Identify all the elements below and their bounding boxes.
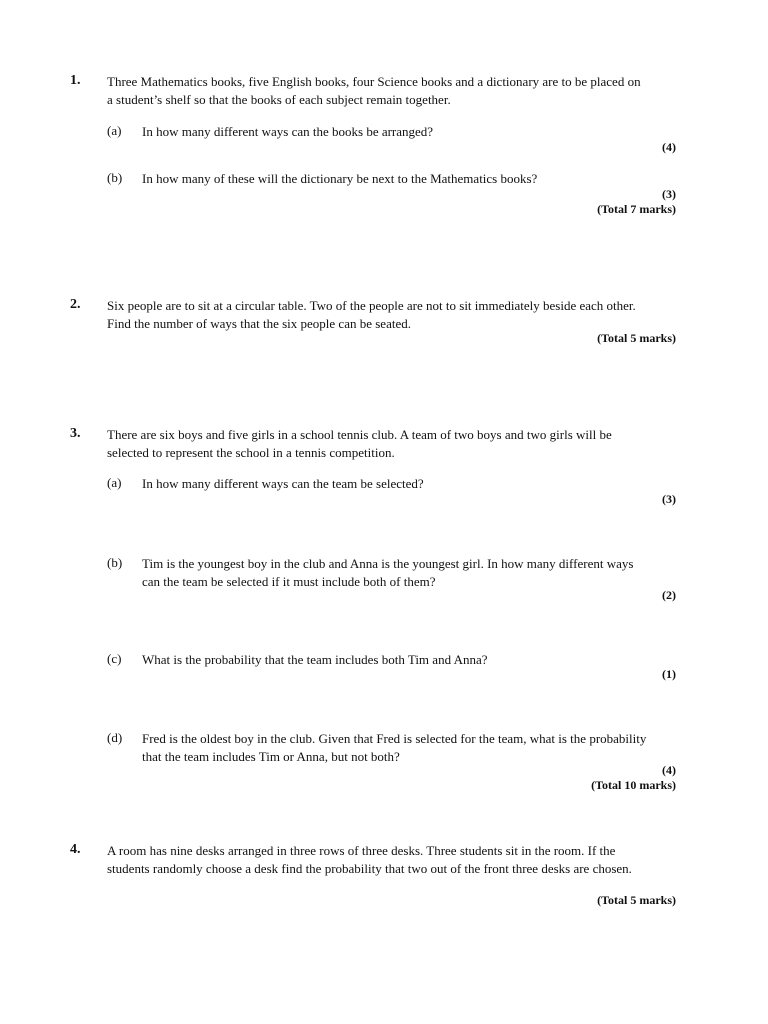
question-number: 3. [70,426,81,441]
part-text: Tim is the youngest boy in the club and Anna is the youngest girl. In how many different ways can the team be selected if it must include both of them? [142,556,634,589]
total-marks: (Total 7 marks) [597,202,676,216]
part-marks: (3) [662,492,676,506]
part-label: (a) [107,475,122,490]
part-label: (a) [107,123,122,138]
question-number: 1. [70,73,81,88]
part-label: (b) [107,170,123,185]
part-text: In how many different ways can the books be arranged? [142,124,434,139]
total-marks: (Total 10 marks) [591,778,676,792]
question-number: 4. [70,842,81,857]
part-text: In how many of these will the dictionary be next to the Mathematics books? [142,171,538,186]
part-marks: (3) [662,187,676,201]
part-marks: (4) [662,140,676,154]
part-text: What is the probability that the team includes both Tim and Anna? [142,652,488,667]
question-text: Three Mathematics books, five English books, four Science books and a dictionary are to be placed on a student’s shelf so that the books of each subject remain together. [107,74,641,107]
total-marks: (Total 5 marks) [597,331,676,345]
question-text: A room has nine desks arranged in three rows of three desks. Three students sit in the room. If the students randomly choose a desk find the probability that two out of the front three desks are chosen. [107,843,632,876]
total-marks: (Total 5 marks) [597,893,676,907]
part-text: Fred is the oldest boy in the club. Given that Fred is selected for the team, what is the probability that the team includes Tim or Anna, but not both? [142,731,647,764]
part-marks: (4) [662,763,676,777]
part-text: In how many different ways can the team be selected? [142,476,424,491]
question-text: There are six boys and five girls in a school tennis club. A team of two boys and two girls will be selected to represent the school in a tennis competition. [107,427,612,460]
part-marks: (2) [662,588,676,602]
question-text: Six people are to sit at a circular table. Two of the people are not to sit immediately beside each other. Find the number of ways that the six people can be seated. [107,298,636,331]
part-label: (d) [107,730,123,745]
part-label: (c) [107,651,122,666]
part-marks: (1) [662,667,676,681]
question-number: 2. [70,297,81,312]
part-label: (b) [107,555,123,570]
